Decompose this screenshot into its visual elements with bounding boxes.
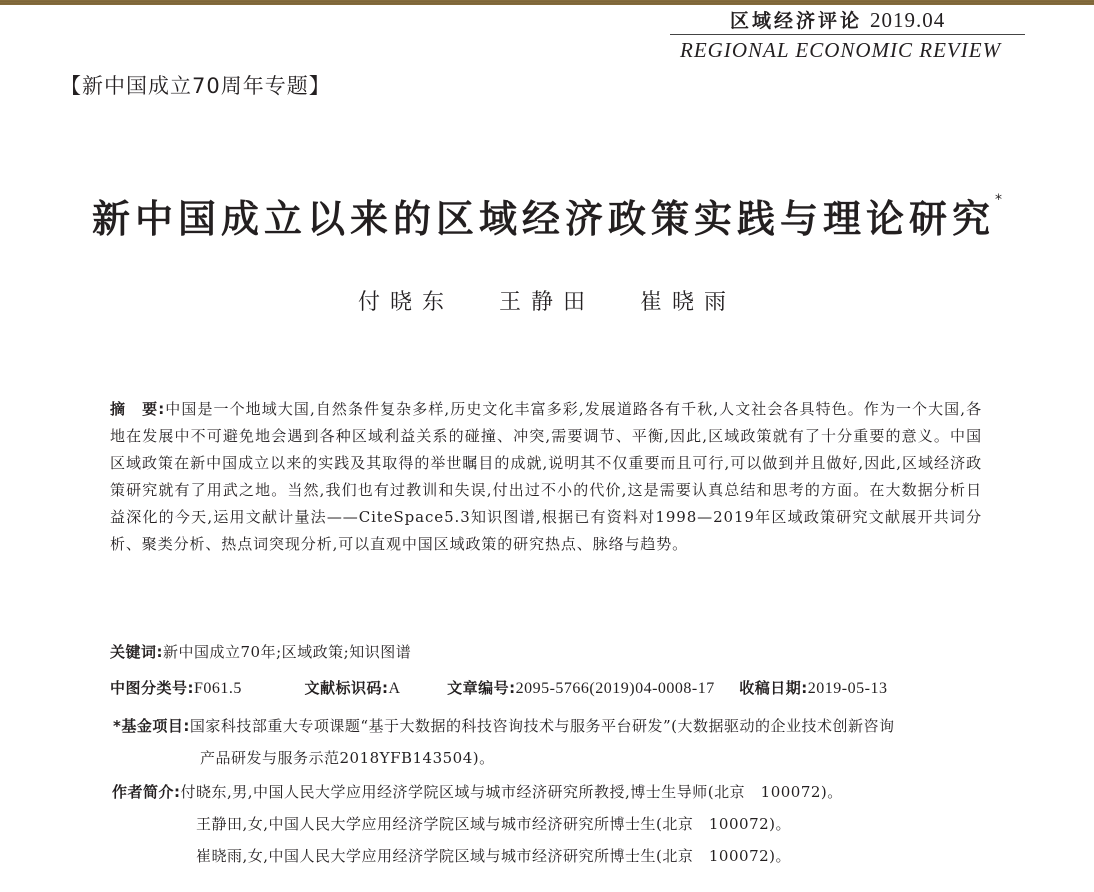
- abstract-text: 中国是一个地域大国,自然条件复杂多样,历史文化丰富多彩,发展道路各有千秋,人文社会各具特色。作为一个大国,各地在发展中不可避免地会遇到各种区域利益关系的碰撞、冲突,需要调节、平衡,因此,区域政策就有了十分重要的意义。中国区域政策在新中国成立以来的实践及其取得的举世瞩目的成就,说明其不仅重要而且可行,可以做到并且做好,因此,区域经济政策研究就有了用武之地。当然,我们也有过教训和失误,付出过不小的代价,这是需要认真总结和思考的方面。在大数据分析日益深化的今天,运用文献计量法——CiteSpace5.3知识图谱,根据已有资料对1998—2019年区域政策研究文献展开共词分析、聚类分析、热点词突现分析,可以直观中国区域政策的研究热点、脉络与趋势。: [110, 400, 982, 553]
- keywords-text: 新中国成立70年;区域政策;知识图谱: [163, 643, 412, 661]
- journal-name-cn: 区域经济评论: [730, 10, 863, 32]
- journal-name-en: REGIONAL ECONOMIC REVIEW: [680, 38, 1002, 62]
- author-name: 付晓东: [357, 290, 454, 315]
- fund-line-2: 产品研发与服务示范2018YFB143504)。: [200, 749, 495, 767]
- journal-issue: 2019.04: [870, 8, 946, 32]
- keywords: [110, 641, 411, 662]
- author-name: 崔晓雨: [640, 290, 737, 315]
- author-name: 王静田: [498, 290, 595, 315]
- top-decorative-stripe: [0, 0, 1094, 5]
- fund-info: [113, 710, 1043, 774]
- author-info-line: 王静田,女,中国人民大学应用经济学院区域与城市经济研究所博士生(北京 100072)。: [196, 815, 792, 833]
- header-divider: [670, 34, 1025, 35]
- abstract-label: 摘 要:: [110, 400, 166, 418]
- article-no-label: 文章编号:: [447, 679, 516, 697]
- received-value: 2019-05-13: [807, 680, 888, 697]
- article-title: [0, 188, 1094, 243]
- keywords-label: 关键词:: [110, 643, 163, 661]
- received-label: 收稿日期:: [739, 679, 808, 697]
- clc-value: F061.5: [194, 680, 242, 697]
- author-info-label: 作者简介:: [112, 783, 181, 801]
- classification-line: [110, 677, 887, 698]
- column-tag: 【新中国成立70周年专题】: [60, 74, 331, 98]
- title-footnote-mark: *: [995, 192, 1002, 208]
- doc-code-value: A: [388, 680, 401, 697]
- doc-code-label: 文献标识码:: [304, 679, 389, 697]
- abstract: [110, 396, 982, 558]
- author-list: [0, 285, 1094, 316]
- fund-label: *基金项目:: [113, 717, 190, 735]
- author-info-line: 付晓东,男,中国人民大学应用经济学院区域与城市经济研究所教授,博士生导师(北京 100072)。: [180, 783, 843, 801]
- journal-header: [730, 6, 1020, 33]
- article-title-text: 新中国成立以来的区域经济政策实践与理论研究: [91, 197, 995, 241]
- author-info: [112, 776, 843, 872]
- article-no-value: 2095-5766(2019)04-0008-17: [515, 680, 715, 697]
- fund-line-1: 国家科技部重大专项课题“基于大数据的科技咨询技术与服务平台研发”(大数据驱动的企业技术创新咨询: [189, 717, 895, 735]
- author-info-line: 崔晓雨,女,中国人民大学应用经济学院区域与城市经济研究所博士生(北京 100072)。: [196, 847, 792, 865]
- clc-label: 中图分类号:: [110, 679, 194, 697]
